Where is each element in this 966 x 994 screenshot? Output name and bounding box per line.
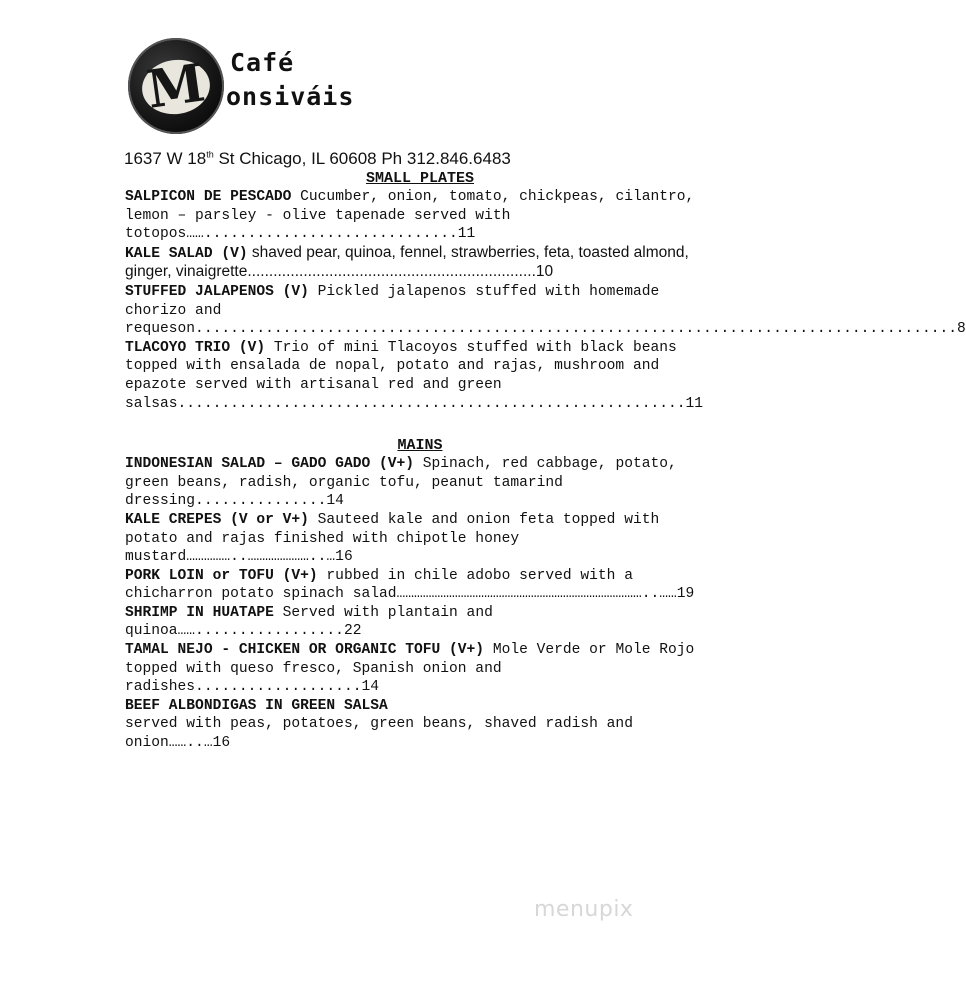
menu-item-name: BEEF ALBONDIGAS IN GREEN SALSA [125, 697, 388, 714]
menu-item-name: TLACOYO TRIO (V) [125, 339, 266, 356]
menu-item-name: STUFFED JALAPENOS (V) [125, 283, 309, 300]
menu-item-name: PORK LOIN or TOFU (V+) [125, 567, 318, 584]
cafe-logo [128, 38, 398, 138]
menu-item-shrimp-huatape [125, 604, 715, 641]
menu-item-tamal-nejo [125, 641, 715, 697]
menu-item-desc: served with peas, potatoes, green beans, shaved radish and onion……..…16 [125, 716, 633, 752]
menu-item-desc: shaved pear, quinoa, fennel, strawberries, feta, toasted almond, ginger, vinaigrette...................................................................10 [125, 243, 689, 281]
address-street: 1637 W 18 [124, 149, 207, 168]
restaurant-address [124, 149, 511, 169]
menu-item-pork-loin [125, 567, 715, 604]
menupix-watermark: menupix [534, 897, 634, 922]
menu-item-gado-gado [125, 455, 715, 511]
section-title-mains: MAINS [397, 437, 443, 455]
menu-item-desc: Sauteed kale and onion feta topped with potato and rajas finished with chipotle honey mustard……………..…………………..…16 [125, 511, 660, 566]
menu-item-kale-salad [125, 244, 715, 283]
logo-emblem [128, 38, 224, 134]
menu-item-desc: Trio of mini Tlacoyos stuffed with black beans topped with ensalada de nopal, potato and rajas, mushroom and epazote served with artisanal red and green salsas..........................................................11 [125, 339, 704, 412]
menu-item-name: INDONESIAN SALAD – GADO GADO (V+) [125, 456, 415, 473]
menu-item-name: SALPICON DE PESCADO [125, 189, 292, 205]
logo-letter: M [143, 52, 209, 121]
menu-item-tlacoyo-trio [125, 339, 715, 413]
menu-item-desc: Cucumber, onion, tomato, chickpeas, cilantro, lemon – parsley - olive tapenade served with totopos…….............................11 [125, 189, 695, 243]
menu-item-desc: Pickled jalapenos stuffed with homemade chorizo and requeson.......................................................................................8 [125, 283, 966, 338]
menu-item-name: KALE CREPES (V or V+) [125, 511, 309, 528]
menu-item-desc: Mole Verde or Mole Rojo topped with queso fresco, Spanish onion and radishes...................14 [125, 642, 695, 696]
address-ordinal: th [206, 149, 214, 160]
menu-item-stuffed-jalapenos [125, 283, 966, 339]
logo-emblem-inner [139, 52, 214, 121]
address-city-phone: St Chicago, IL 60608 Ph 312.846.6483 [213, 149, 511, 168]
logo-cafe-text: Café [230, 48, 295, 77]
menu-item-desc: Served with plantain and quinoa…….................22 [125, 604, 493, 640]
menu-item-beef-albondigas [125, 697, 715, 753]
menu-item-name: SHRIMP IN HUATAPE [125, 604, 274, 621]
menu-item-desc: Spinach, red cabbage, potato, green beans, radish, organic tofu, peanut tamarind dressing...............14 [125, 456, 677, 510]
menu-item-name: KALE SALAD (V) [125, 245, 248, 262]
section-title-small-plates: SMALL PLATES [365, 170, 475, 187]
menu-item-salpicon [125, 188, 715, 244]
menu-item-name: TAMAL NEJO - CHICKEN OR ORGANIC TOFU (V+) [125, 642, 485, 659]
menu [125, 170, 966, 753]
logo-name-text: onsiváis [226, 82, 355, 111]
menu-item-desc: rubbed in chile adobo served with a chicharron potato spinach salad…………………………………………………………………………..……19 [125, 567, 695, 603]
menu-item-kale-crepes [125, 511, 715, 567]
